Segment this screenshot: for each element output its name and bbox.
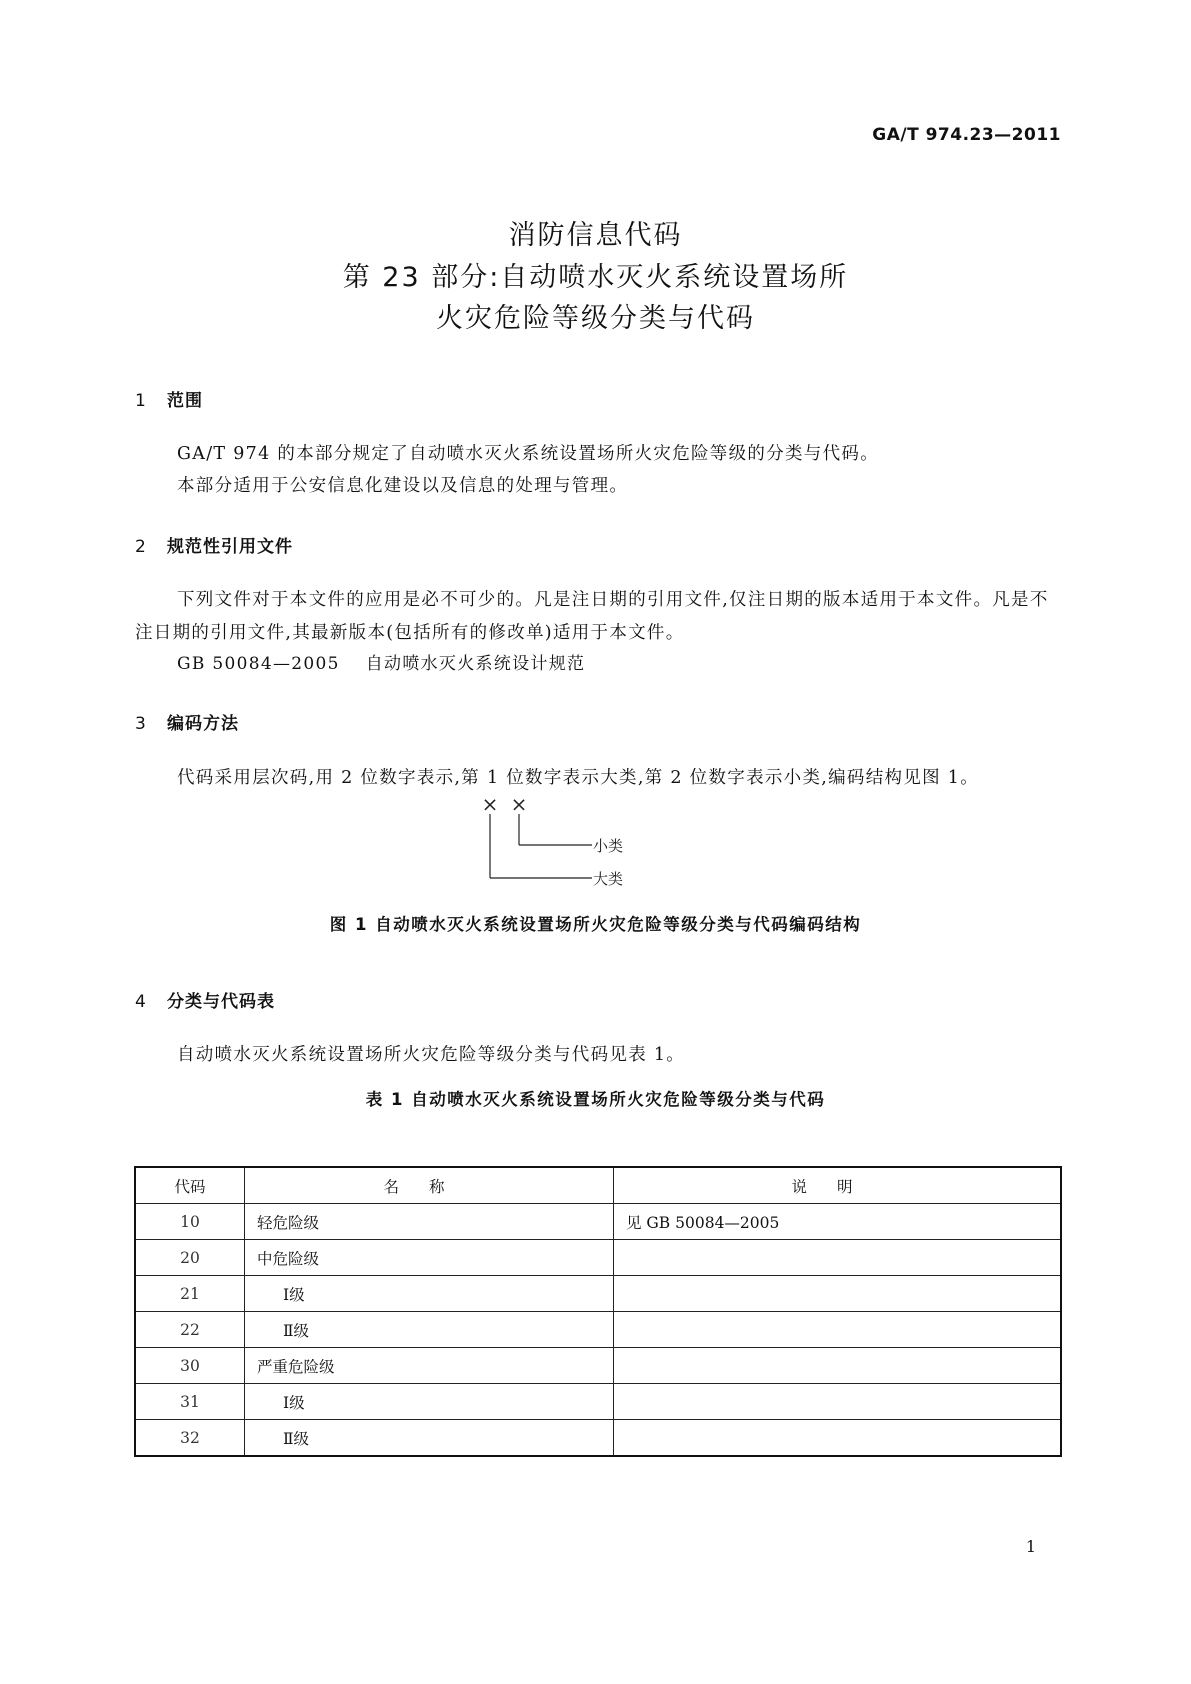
section-heading-normative [135, 532, 293, 557]
section-number: 2 [135, 537, 147, 557]
row-name: 轻危险级 [245, 1204, 614, 1240]
row-note [614, 1240, 1062, 1276]
row-name: Ⅰ级 [245, 1276, 614, 1312]
section-title: 分类与代码表 [167, 992, 275, 1012]
table-row [135, 1384, 1061, 1420]
row-note [614, 1312, 1062, 1348]
table-intro-paragraph: 自动喷水灭火系统设置场所火灾危险等级分类与代码见表 1。 [177, 1045, 686, 1065]
coding-structure-diagram [470, 792, 640, 892]
section-title: 规范性引用文件 [167, 537, 293, 557]
table-header-row [135, 1167, 1061, 1204]
row-note [614, 1420, 1062, 1457]
row-name: Ⅱ级 [245, 1420, 614, 1457]
table-caption: 表 1 自动喷水灭火系统设置场所火灾危险等级分类与代码 [365, 1090, 826, 1109]
row-name: Ⅰ级 [245, 1384, 614, 1420]
table-row [135, 1420, 1061, 1457]
row-note [614, 1276, 1062, 1312]
row-name: Ⅱ级 [245, 1312, 614, 1348]
row-code: 30 [135, 1348, 245, 1384]
row-code: 20 [135, 1240, 245, 1276]
minor-category-label: 小类 [593, 837, 624, 855]
row-code: 21 [135, 1276, 245, 1312]
row-code: 32 [135, 1420, 245, 1457]
section-heading-coding [135, 709, 239, 734]
table-row [135, 1204, 1061, 1240]
scope-paragraph-1: GA/T 974 的本部分规定了自动喷水灭火系统设置场所火灾危险等级的分类与代码。 [177, 444, 880, 464]
table-row [135, 1348, 1061, 1384]
title-line-1: 消防信息代码 [508, 220, 683, 251]
figure-caption: 图 1 自动喷水灭火系统设置场所火灾危险等级分类与代码编码结构 [329, 915, 862, 934]
row-code: 10 [135, 1204, 245, 1240]
title-line-2: 第 23 部分:自动喷水灭火系统设置场所 [342, 262, 849, 293]
row-code: 31 [135, 1384, 245, 1420]
section-heading-table [135, 987, 275, 1012]
page-number: 1 [1025, 1537, 1036, 1556]
header-code: 代码 [135, 1167, 245, 1204]
classification-code-table [134, 1166, 1062, 1457]
normative-reference [135, 648, 1061, 681]
scope-paragraph-2: 本部分适用于公安信息化建设以及信息的处理与管理。 [177, 476, 629, 496]
header-note: 说明 [614, 1167, 1062, 1204]
normative-paragraph: 下列文件对于本文件的应用是必不可少的。凡是注日期的引用文件,仅注日期的版本适用于本文件。凡是不注日期的引用文件,其最新版本(包括所有的修改单)适用于本文件。 [135, 590, 1049, 643]
section-number: 3 [135, 714, 147, 734]
section-title: 编码方法 [167, 714, 239, 734]
coding-paragraph: 代码采用层次码,用 2 位数字表示,第 1 位数字表示大类,第 2 位数字表示小类,编码结构见图 1。 [177, 768, 980, 788]
minor-digit-mark: × [510, 792, 528, 816]
row-name: 中危险级 [245, 1240, 614, 1276]
section-heading-scope [135, 386, 203, 411]
row-name: 严重危险级 [245, 1348, 614, 1384]
standard-code: GA/T 974.23—2011 [872, 125, 1061, 145]
table-row [135, 1240, 1061, 1276]
header-name: 名称 [245, 1167, 614, 1204]
table-row [135, 1276, 1061, 1312]
reference-title: 自动喷水灭火系统设计规范 [365, 654, 586, 674]
row-note [614, 1384, 1062, 1420]
title-line-3: 火灾危险等级分类与代码 [436, 303, 755, 334]
row-code: 22 [135, 1312, 245, 1348]
row-note [614, 1348, 1062, 1384]
section-number: 4 [135, 992, 147, 1012]
section-number: 1 [135, 391, 147, 411]
major-digit-mark: × [481, 792, 499, 816]
row-note: 见 GB 50084—2005 [614, 1204, 1062, 1240]
table-row [135, 1312, 1061, 1348]
reference-code: GB 50084—2005 [177, 654, 340, 674]
section-title: 范围 [167, 391, 203, 411]
major-category-label: 大类 [593, 870, 624, 888]
